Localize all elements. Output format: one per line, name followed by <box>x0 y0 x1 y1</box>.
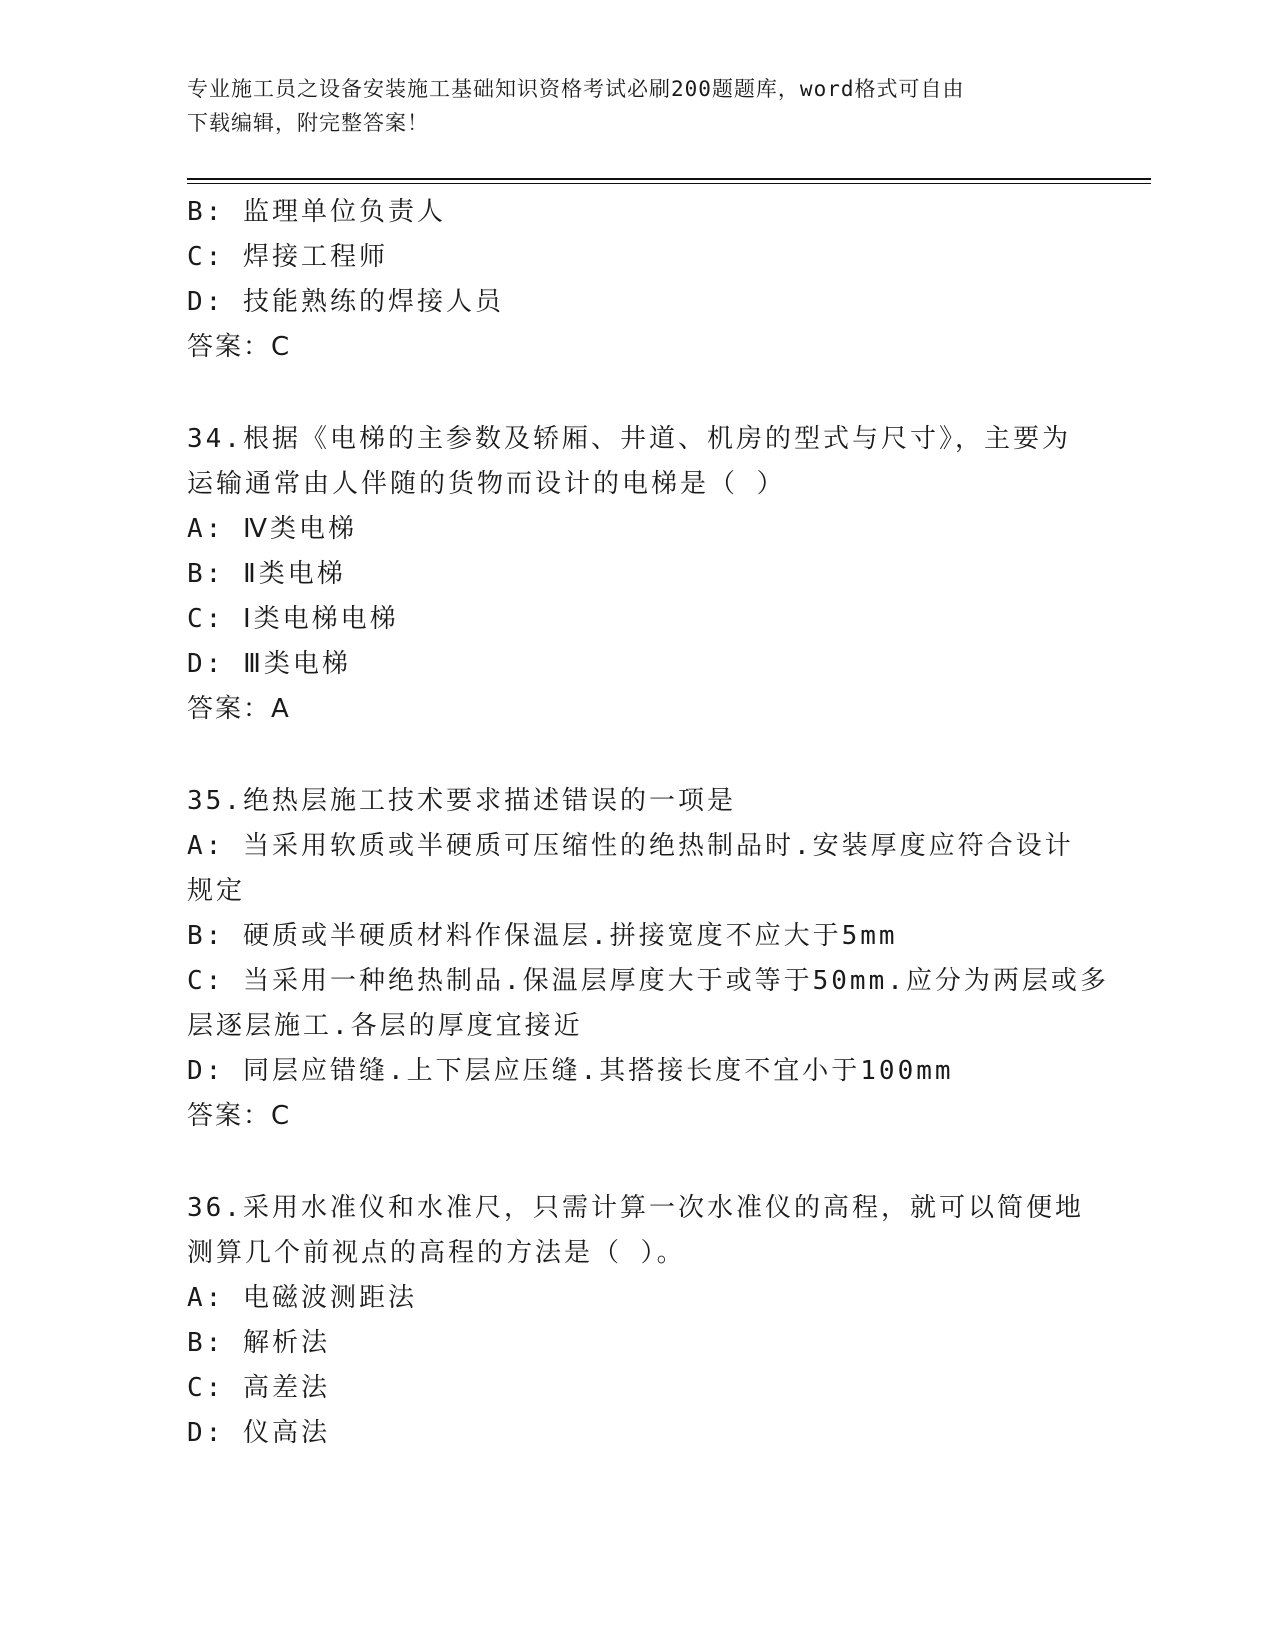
question-36 <box>187 1186 1087 1456</box>
header-line-2: 下载编辑，附完整答案！ <box>187 111 429 135</box>
option-a: A: 电磁波测距法 <box>187 1283 417 1313</box>
question-stem-line: 36.采用水准仪和水准尺，只需计算一次水准仪的高程，就可以简便地 <box>187 1193 1084 1223</box>
option-b: B: 解析法 <box>187 1328 330 1358</box>
option-b: B: 监理单位负责人 <box>187 197 446 227</box>
option-c: C: 焊接工程师 <box>187 242 388 272</box>
question-stem-line: 35.绝热层施工技术要求描述错误的一项是 <box>187 786 736 816</box>
option-a-continued: 规定 <box>187 876 246 906</box>
option-b: B: 硬质或半硬质材料作保温层.拼接宽度不应大于5mm <box>187 921 898 951</box>
option-a: A: 当采用软质或半硬质可压缩性的绝热制品时.安装厚度应符合设计 <box>187 831 1074 861</box>
option-c: C: 高差法 <box>187 1373 330 1403</box>
question-33-tail <box>187 190 1087 370</box>
question-content <box>187 190 1109 1456</box>
option-d: D: Ⅲ类电梯 <box>187 649 351 679</box>
question-35 <box>187 779 1109 1139</box>
answer-label: 答案：C <box>187 1101 292 1131</box>
header-divider-thick <box>187 178 1151 180</box>
question-34 <box>187 417 1087 732</box>
document-header <box>187 72 1087 140</box>
option-c: C: 当采用一种绝热制品.保温层厚度大于或等于50mm.应分为两层或多 <box>187 966 1109 996</box>
question-stem-line: 34.根据《电梯的主参数及轿厢、井道、机房的型式与尺寸》，主要为 <box>187 424 1071 454</box>
option-c: C: Ⅰ类电梯电梯 <box>187 604 399 634</box>
option-b: B: Ⅱ类电梯 <box>187 559 346 589</box>
question-stem-line: 测算几个前视点的高程的方法是（ ）。 <box>187 1238 686 1268</box>
question-stem-line: 运输通常由人伴随的货物而设计的电梯是（ ） <box>187 469 786 499</box>
option-a: A: Ⅳ类电梯 <box>187 514 357 544</box>
answer-label: 答案：C <box>187 332 292 362</box>
option-d: D: 同层应错缝.上下层应压缝.其搭接长度不宜小于100mm <box>187 1056 954 1086</box>
option-d: D: 仪高法 <box>187 1418 330 1448</box>
option-d: D: 技能熟练的焊接人员 <box>187 287 504 317</box>
header-line-1: 专业施工员之设备安装施工基础知识资格考试必刷200题题库，word格式可自由 <box>187 77 965 101</box>
answer-label: 答案：A <box>187 694 291 724</box>
header-divider-thin <box>187 183 1151 184</box>
option-c-continued: 层逐层施工.各层的厚度宜接近 <box>187 1011 583 1041</box>
